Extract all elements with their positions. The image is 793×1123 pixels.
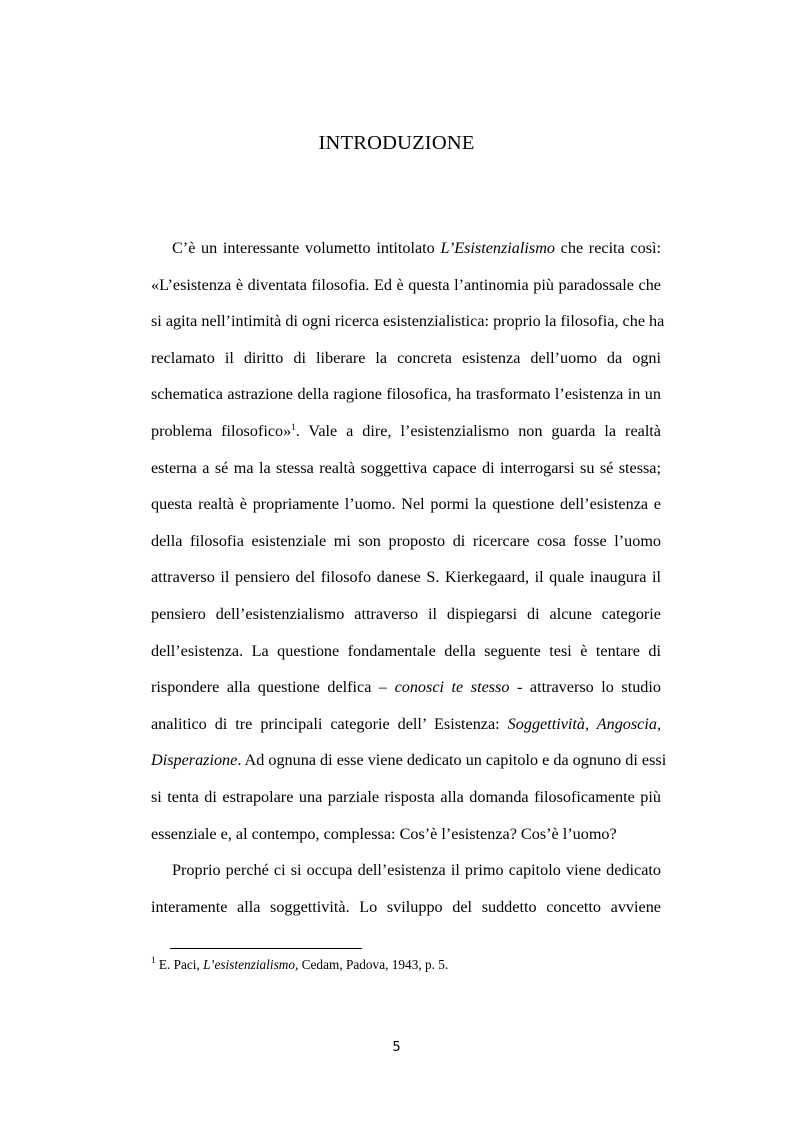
footnote-reference[interactable]: 1 [291,421,296,432]
italic-phrase: Soggettività, Angoscia, [507,714,662,733]
text-run: . Ad ognuna di esse viene dedicato un capitolo e da ognuno di essi [237,751,667,770]
text-line: «L’esistenza è diventata filosofia. Ed è questa l’antinomia più paradossale che [151,275,661,294]
text-line: interamente alla soggettività. Lo sviluppo del suddetto concetto avviene [151,897,661,916]
text-line [151,742,667,779]
text-line: pensiero dell’esistenzialismo attraverso il dispiegarsi di alcune categorie [151,604,661,623]
text-line: schematica astrazione della ragione filosofica, ha trasformato l’esistenza in un [151,385,661,404]
text-line: esterna a sé ma la stessa realtà soggettiva capace di interrogarsi su sé stessa; [151,458,661,477]
text-line: attraverso il pensiero del filosofo danese S. Kierkegaard, il quale inaugura il [151,568,661,587]
footnote-publication: Cedam, Padova, 1943, p. 5. [298,957,449,972]
text-line [151,706,661,743]
footnote-marker: 1 [151,955,156,965]
text-line [151,413,661,450]
book-title-italic: L’Esistenzialismo [440,239,555,257]
text-run: - attraverso lo studio [509,678,661,697]
text-line: si agita nell’intimità di ogni ricerca esistenzialistica: proprio la filosofia, che ha [151,312,665,331]
text-run: problema filosofico» [151,421,292,440]
page-number: 5 [392,1040,401,1055]
italic-phrase: conosci te stesso [394,678,510,697]
text-line: della filosofia esistenziale mi son proposto di ricercare cosa fosse l’uomo [151,531,661,550]
italic-phrase: Disperazione [151,751,238,770]
footnote-separator [170,948,362,949]
text-line: Proprio perché ci si occupa dell’esistenza il primo capitolo viene dedicato [172,861,661,880]
text-line [151,669,661,706]
text-run: rispondere alla questione delfica – [151,678,395,697]
footnote [151,957,448,973]
text-run: C’è un interessante volumetto intitolato [172,239,441,257]
text-line: dell’esistenza. La questione fondamentale della seguente tesi è tentare di [151,641,661,660]
text-line: essenziale e, al contempo, complessa: Cos’è l’esistenza? Cos’è l’uomo? [151,824,617,843]
text-line: reclamato il diritto di liberare la concreta esistenza dell’uomo da ogni [151,348,661,367]
text-run: . Vale a dire, l’esistenzialismo non guarda la realtà [295,421,661,440]
text-run: che recita così: [554,239,661,257]
text-line: si tenta di estrapolare una parziale risposta alla domanda filosoficamente più [151,787,661,806]
text-line: questa realtà è propriamente l’uomo. Nel pormi la questione dell’esistenza e [151,495,661,514]
chapter-title: INTRODUZIONE [318,132,475,154]
text-line [151,230,661,267]
footnote-work-title: L’esistenzialismo, [203,957,299,972]
footnote-author: E. Paci, [155,957,204,972]
text-run: analitico di tre principali categorie dell’ Esistenza: [151,714,508,733]
body-text [151,230,667,925]
